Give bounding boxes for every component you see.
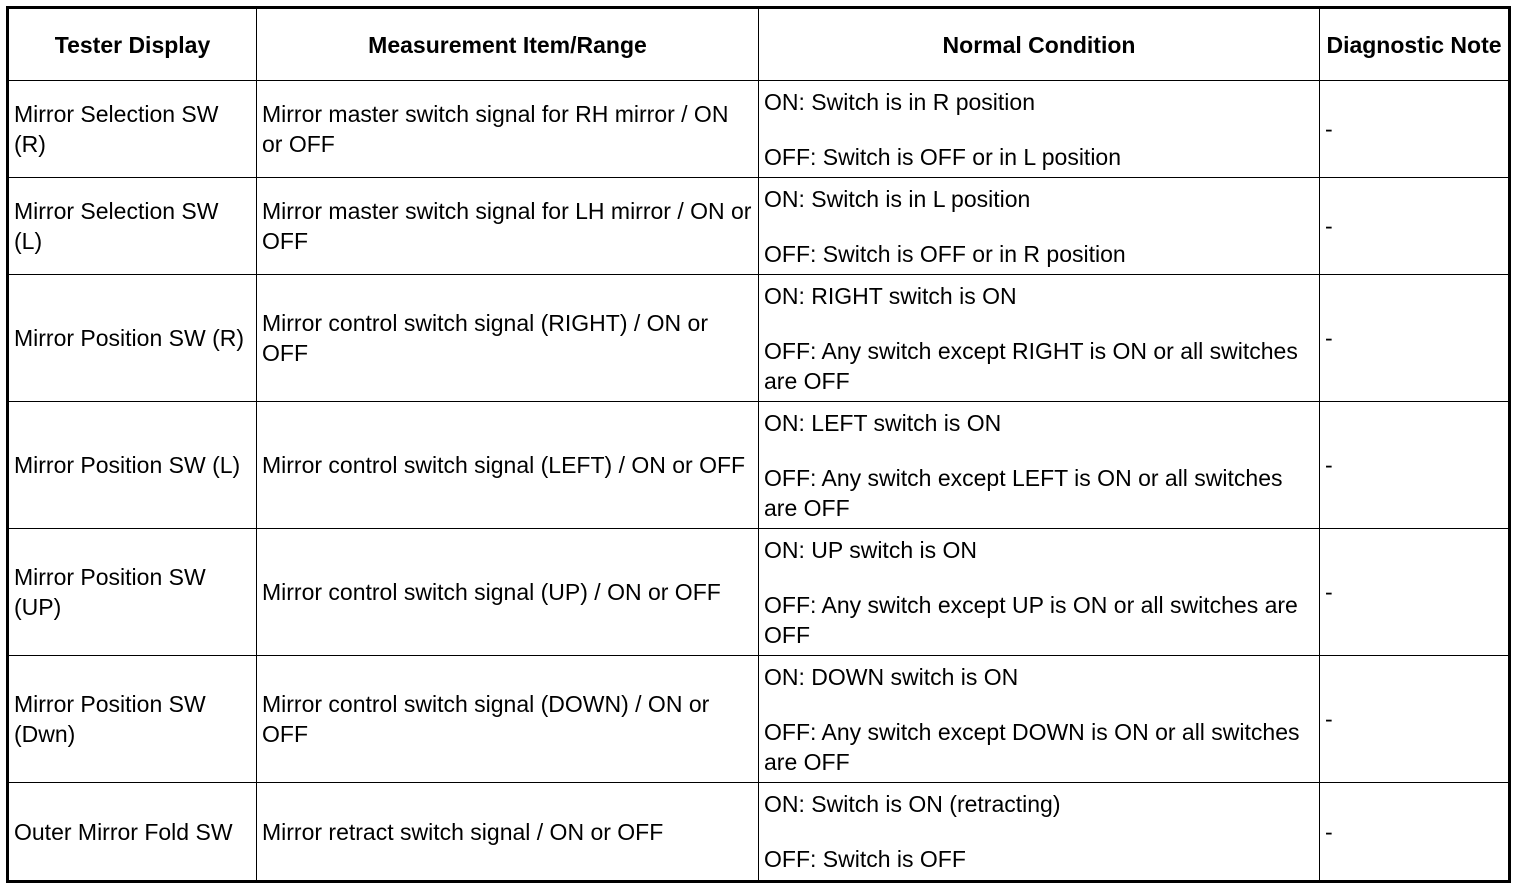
- condition-on: ON: DOWN switch is ON: [764, 663, 1019, 690]
- diagnostic-note-cell: -: [1320, 656, 1510, 783]
- condition-off: OFF: Switch is OFF or in L position: [764, 143, 1122, 170]
- condition-off: OFF: Any switch except UP is ON or all switches are OFF: [764, 591, 1298, 648]
- table-row: [8, 81, 1510, 178]
- table-row: [8, 178, 1510, 275]
- tester-display-cell: Outer Mirror Fold SW: [8, 783, 257, 882]
- diagnostic-note-cell: -: [1320, 402, 1510, 529]
- normal-condition-cell: [759, 529, 1320, 656]
- measurement-cell: Mirror control switch signal (RIGHT) / ON or OFF: [257, 275, 759, 402]
- diagnostic-note-cell: -: [1320, 275, 1510, 402]
- table-row: [8, 529, 1510, 656]
- tester-display-cell: Mirror Selection SW (R): [8, 81, 257, 178]
- table-row: [8, 275, 1510, 402]
- diagnostic-note-cell: -: [1320, 783, 1510, 882]
- table-row: [8, 402, 1510, 529]
- header-row: [8, 8, 1510, 81]
- header-normal-condition: Normal Condition: [759, 8, 1320, 81]
- condition-on: ON: UP switch is ON: [764, 536, 977, 563]
- measurement-cell: Mirror control switch signal (LEFT) / ON or OFF: [257, 402, 759, 529]
- tester-display-cell: Mirror Position SW (R): [8, 275, 257, 402]
- data-list-table: [6, 6, 1511, 883]
- header-diagnostic-note: Diagnostic Note: [1320, 8, 1510, 81]
- tester-display-cell: Mirror Position SW (L): [8, 402, 257, 529]
- diagnostic-note-cell: -: [1320, 178, 1510, 275]
- condition-off: OFF: Switch is OFF or in R position: [764, 240, 1126, 267]
- condition-off: OFF: Any switch except DOWN is ON or all switches are OFF: [764, 718, 1300, 775]
- measurement-cell: Mirror master switch signal for RH mirror / ON or OFF: [257, 81, 759, 178]
- normal-condition-cell: [759, 275, 1320, 402]
- diagnostic-note-cell: -: [1320, 81, 1510, 178]
- condition-on: ON: Switch is in L position: [764, 185, 1031, 212]
- table-row: [8, 656, 1510, 783]
- condition-on: ON: Switch is ON (retracting): [764, 791, 1061, 817]
- normal-condition-cell: [759, 178, 1320, 275]
- condition-on: ON: RIGHT switch is ON: [764, 282, 1017, 309]
- measurement-cell: Mirror master switch signal for LH mirror / ON or OFF: [257, 178, 759, 275]
- measurement-cell: Mirror retract switch signal / ON or OFF: [257, 783, 759, 882]
- measurement-cell: Mirror control switch signal (DOWN) / ON or OFF: [257, 656, 759, 783]
- condition-off: OFF: Switch is OFF: [764, 846, 966, 872]
- normal-condition-cell: [759, 656, 1320, 783]
- condition-off: OFF: Any switch except RIGHT is ON or all switches are OFF: [764, 337, 1298, 394]
- table-row: [8, 783, 1510, 882]
- normal-condition-cell: [759, 81, 1320, 178]
- header-tester-display: Tester Display: [8, 8, 257, 81]
- diagnostic-note-cell: -: [1320, 529, 1510, 656]
- normal-condition-cell: [759, 783, 1320, 882]
- condition-on: ON: LEFT switch is ON: [764, 409, 1002, 436]
- tester-display-cell: Mirror Position SW (UP): [8, 529, 257, 656]
- tester-display-cell: Mirror Selection SW (L): [8, 178, 257, 275]
- condition-on: ON: Switch is in R position: [764, 88, 1035, 115]
- condition-off: OFF: Any switch except LEFT is ON or all switches are OFF: [764, 464, 1283, 521]
- measurement-cell: Mirror control switch signal (UP) / ON or OFF: [257, 529, 759, 656]
- tester-display-cell: Mirror Position SW (Dwn): [8, 656, 257, 783]
- normal-condition-cell: [759, 402, 1320, 529]
- header-measurement: Measurement Item/Range: [257, 8, 759, 81]
